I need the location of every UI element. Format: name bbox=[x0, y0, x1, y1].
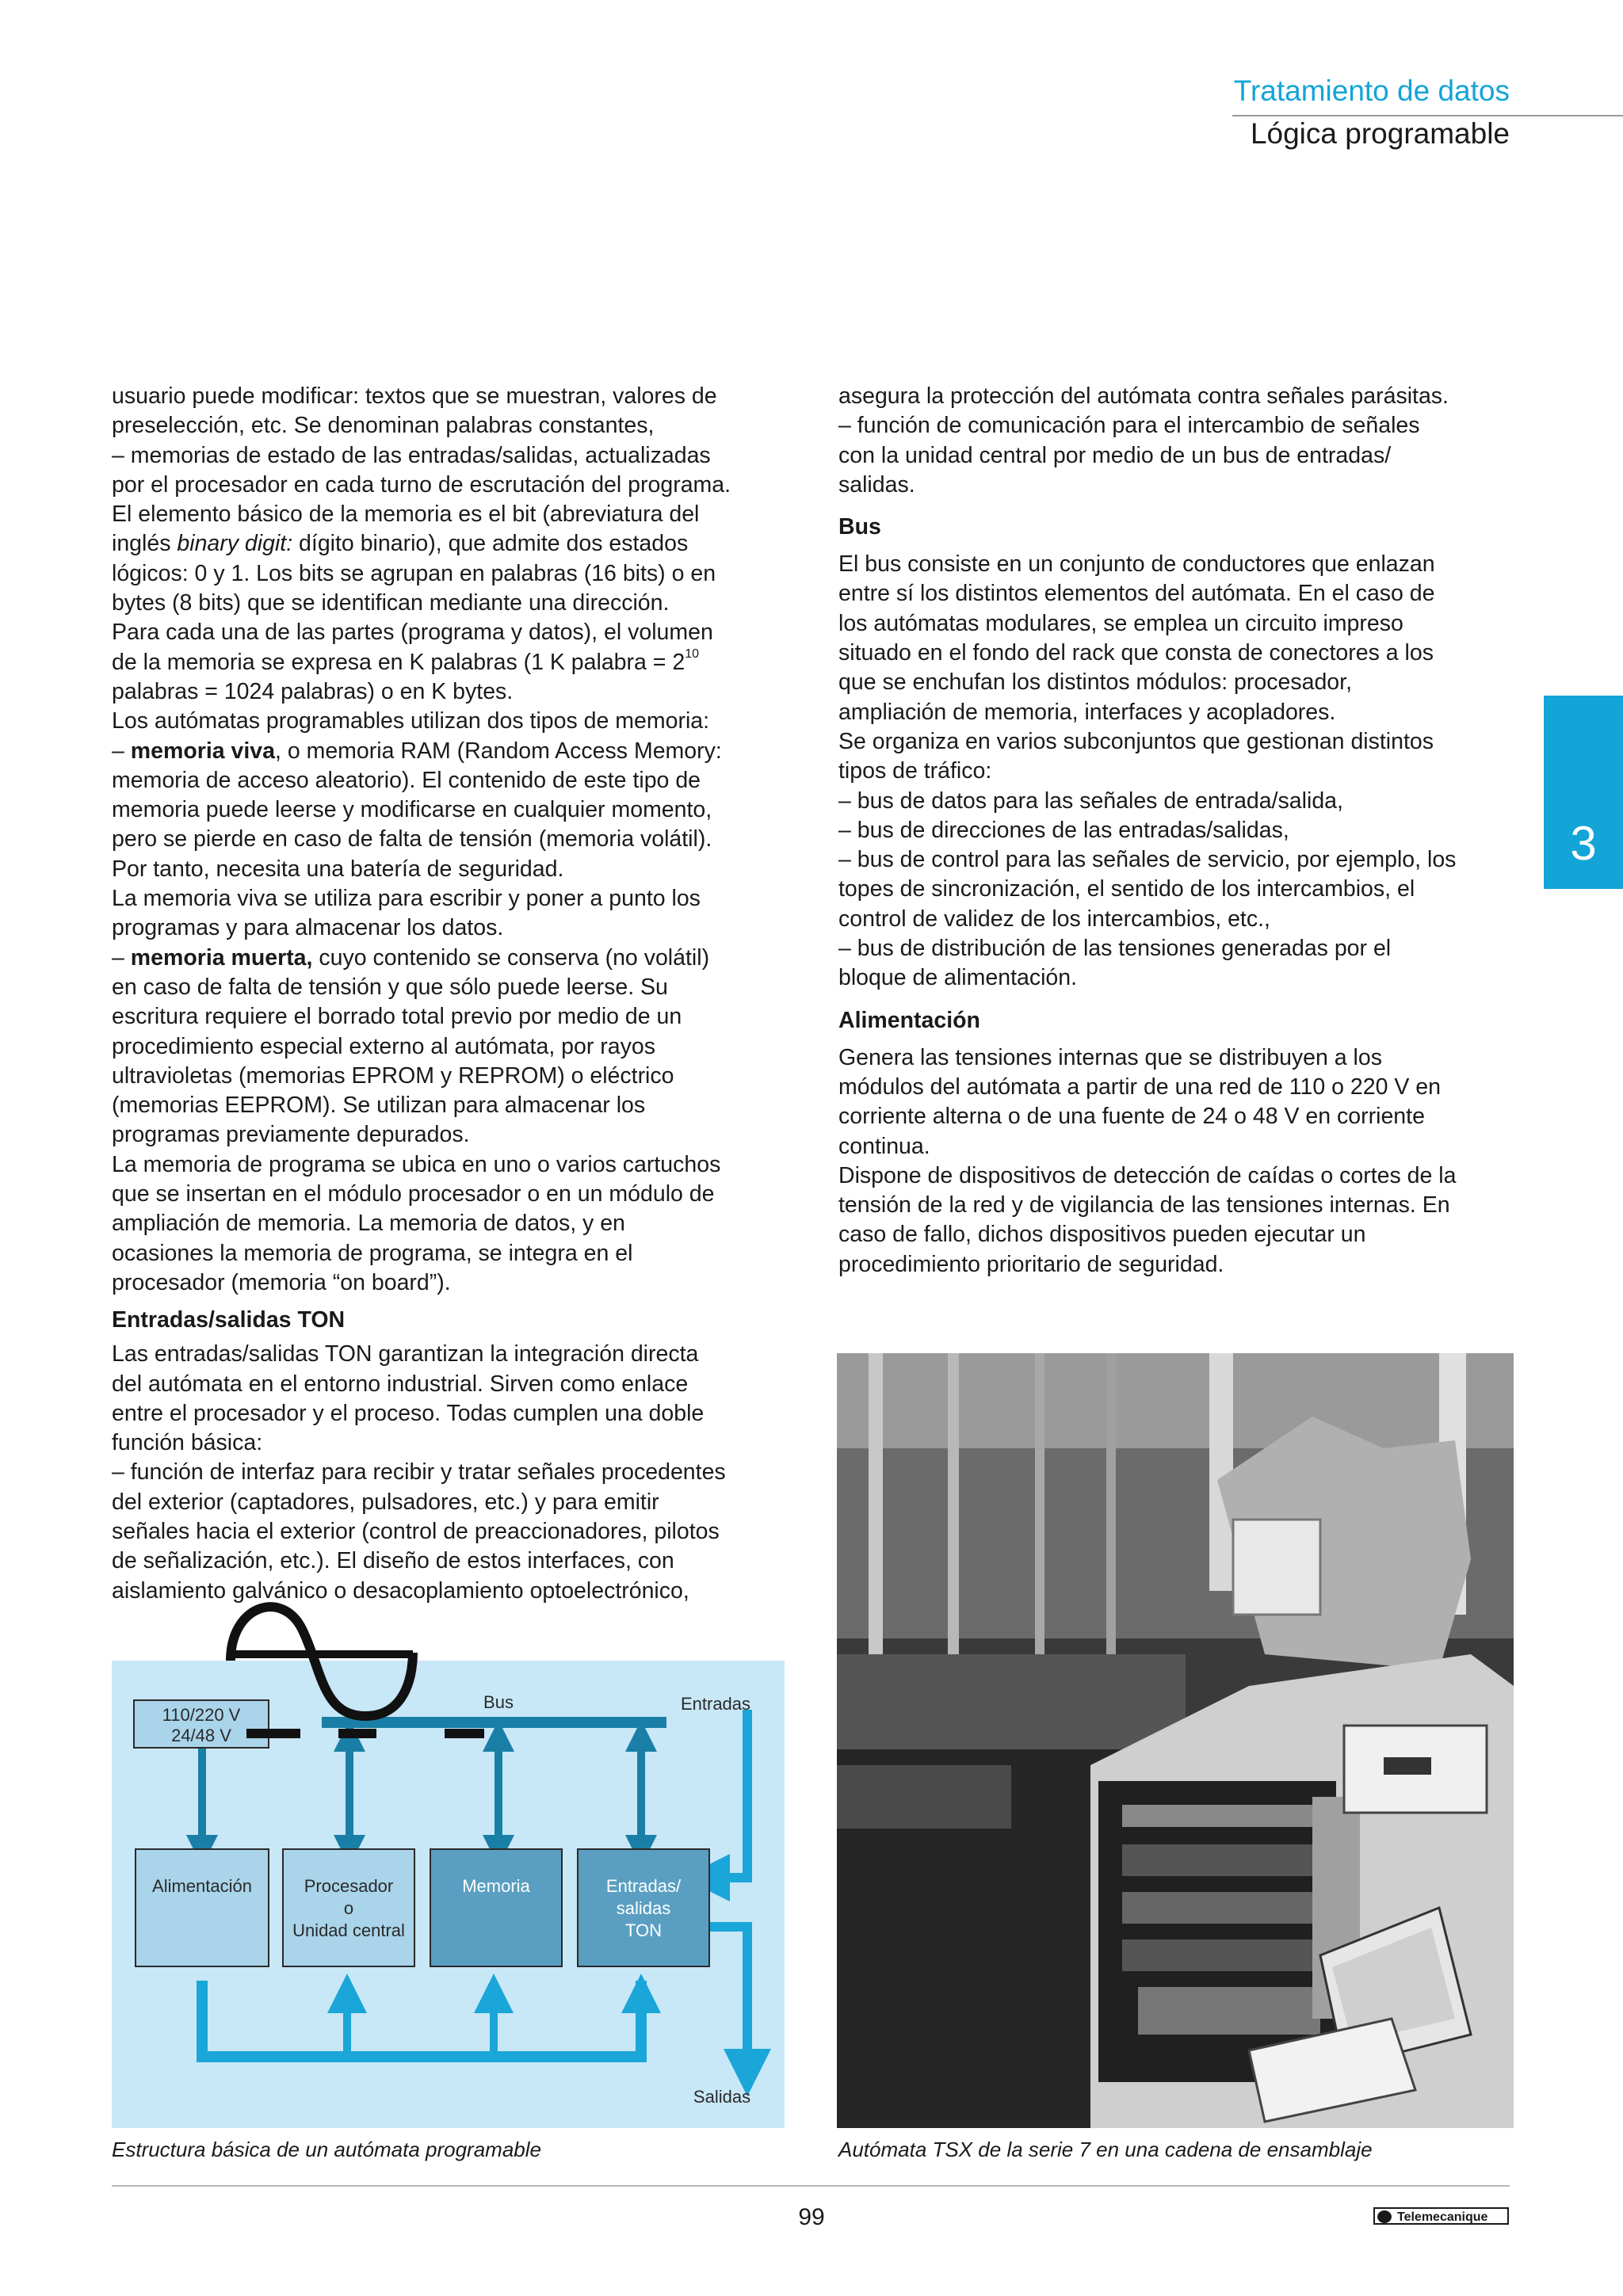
paragraph-line: que se enchufan los distintos módulos: procesador, bbox=[838, 669, 1352, 696]
diagram-caption: Estructura básica de un autómata programable bbox=[112, 2138, 541, 2161]
salidas-arrow bbox=[706, 1927, 747, 2073]
source-label-2: 24/48 V bbox=[171, 1726, 231, 1745]
paragraph-line: los autómatas modulares, se emplea un circuito impreso bbox=[838, 610, 1403, 636]
text-column-left bbox=[112, 382, 801, 1606]
paragraph-line: preselección, etc. Se denominan palabras constantes, bbox=[112, 413, 655, 439]
paragraph-line: asegura la protección del autómata contra señales parásitas. bbox=[838, 383, 1449, 409]
assembly-line-photo bbox=[837, 1353, 1514, 2128]
box-es-label-1: Entradas/ bbox=[605, 1876, 682, 1896]
box-es-label-2: salidas bbox=[616, 1898, 671, 1918]
paragraph-line: – memorias de estado de las entradas/salidas, actualizadas bbox=[112, 442, 711, 468]
paragraph-line: – memoria viva, o memoria RAM (Random Access Memory: bbox=[112, 738, 722, 764]
page-number: 99 bbox=[798, 2204, 825, 2230]
exponent: 10 bbox=[685, 646, 699, 661]
paragraph-line: salidas. bbox=[838, 471, 915, 498]
box-alimentacion-label: Alimentación bbox=[152, 1876, 252, 1896]
photo-graphic bbox=[837, 1353, 1514, 2128]
box-alimentacion bbox=[136, 1849, 269, 1966]
paragraph-line: tipos de tráfico: bbox=[838, 758, 992, 784]
paragraph-line: del exterior (captadores, pulsadores, etc.) y para emitir bbox=[112, 1489, 659, 1515]
term-bold: memoria muerta, bbox=[130, 944, 313, 971]
paragraph-line: de la memoria se expresa en K palabras (1 K palabra = $2^{10}$ bbox=[112, 646, 699, 675]
chapter-number: 3 bbox=[1570, 817, 1597, 870]
paragraph-line: Genera las tensiones internas que se distribuyen a los bbox=[838, 1044, 1382, 1070]
paragraph-line: Se organiza en varios subconjuntos que gestionan distintos bbox=[838, 728, 1434, 754]
paragraph-line: Los autómatas programables utilizan dos tipos de memoria: bbox=[112, 708, 710, 734]
paragraph-line: de señalización, etc.). El diseño de estos interfaces, con bbox=[112, 1548, 674, 1574]
paragraph-line: por el procesador en cada turno de escrutación del programa. bbox=[112, 471, 731, 498]
term-bold: memoria viva bbox=[130, 738, 275, 764]
box-procesador-label-3: Unidad central bbox=[292, 1920, 405, 1940]
bus-label: Bus bbox=[483, 1692, 514, 1712]
paragraph-line: caso de fallo, dichos dispositivos pueden ejecutar un bbox=[838, 1222, 1366, 1248]
paragraph-line: corriente alterna o de una fuente de 24 o 48 V en corriente bbox=[838, 1104, 1425, 1130]
paragraph-line: Por tanto, necesita una batería de seguridad. bbox=[112, 856, 564, 882]
footer-rule bbox=[112, 2185, 1510, 2187]
paragraph-line: situado en el fondo del rack que consta de conectores a los bbox=[838, 640, 1434, 666]
paragraph-line: aislamiento galvánico o desacoplamiento optoelectrónico, bbox=[112, 1577, 689, 1604]
paragraph-line: escritura requiere el borrado total previo por medio de un bbox=[112, 1004, 682, 1030]
paragraph-line: tensión de la red y de vigilancia de las tensiones internas. En bbox=[838, 1192, 1450, 1219]
paragraph-line: Dispone de dispositivos de detección de caídas o cortes de la bbox=[838, 1162, 1457, 1188]
paragraph-line: bloque de alimentación. bbox=[838, 965, 1078, 991]
paragraph-line: módulos del autómata a partir de una red de 110 o 220 V en bbox=[838, 1074, 1441, 1100]
paragraph-line: – función de interfaz para recibir y tratar señales procedentes bbox=[112, 1459, 726, 1486]
paragraph-line: lógicos: 0 y 1. Los bits se agrupan en palabras (16 bits) o en bbox=[112, 560, 716, 586]
paragraph-line: – bus de direcciones de las entradas/salidas, bbox=[838, 817, 1289, 843]
paragraph-line: – bus de control para las señales de servicio, por ejemplo, los bbox=[838, 847, 1457, 873]
brand-logo bbox=[1373, 2207, 1509, 2225]
paragraph-line: continua. bbox=[838, 1133, 930, 1159]
paragraph-line: programas previamente depurados. bbox=[112, 1122, 470, 1148]
box-es-label-3: TON bbox=[624, 1920, 663, 1940]
paragraph-line: ultravioletas (memorias EPROM y REPROM) o eléctrico bbox=[112, 1062, 674, 1089]
paragraph-line: ampliación de memoria. La memoria de datos, y en bbox=[112, 1211, 625, 1237]
paragraph-line: El elemento básico de la memoria es el bit (abreviatura del bbox=[112, 502, 700, 528]
diagram-graphic bbox=[112, 1661, 785, 2128]
paragraph-line: Para cada una de las partes (programa y datos), el volumen bbox=[112, 620, 713, 646]
heading-bus: Bus bbox=[838, 514, 881, 540]
salidas-label: Salidas bbox=[693, 2087, 751, 2107]
paragraph-line: Las entradas/salidas TON garantizan la integración directa bbox=[112, 1341, 699, 1367]
header-rule bbox=[1232, 115, 1623, 116]
section-title: Tratamiento de datos bbox=[1233, 74, 1510, 107]
paragraph-line: en caso de falta de tensión y que sólo puede leerse. Su bbox=[112, 974, 668, 1000]
box-memoria-label: Memoria bbox=[462, 1876, 530, 1896]
paragraph-line: memoria de acceso aleatorio). El contenido de este tipo de bbox=[112, 767, 701, 793]
text-column-right bbox=[838, 382, 1520, 1280]
paragraph-line: procedimiento prioritario de seguridad. bbox=[838, 1251, 1224, 1277]
paragraph-line: La memoria de programa se ubica en uno o varios cartuchos bbox=[112, 1151, 721, 1177]
paragraph-line: – bus de distribución de las tensiones generadas por el bbox=[838, 936, 1392, 962]
paragraph-line: inglés binary digit: dígito binario), que admite dos estados bbox=[112, 531, 689, 557]
paragraph-line: ampliación de memoria, interfaces y acopladores. bbox=[838, 699, 1336, 725]
paragraph-line: procesador (memoria “on board”). bbox=[112, 1269, 451, 1295]
paragraph-line: señales hacia el exterior (control de preaccionadores, pilotos bbox=[112, 1518, 720, 1544]
paragraph-line: topes de sincronización, el sentido de los intercambios, el bbox=[838, 876, 1415, 902]
heading-entradas-salidas: Entradas/salidas TON bbox=[112, 1307, 346, 1333]
chapter-tab bbox=[1544, 696, 1623, 889]
paragraph-line: memoria puede leerse y modificarse en cualquier momento, bbox=[112, 797, 712, 823]
paragraph-line: pero se pierde en caso de falta de tensión (memoria volátil). bbox=[112, 826, 712, 852]
box-procesador-label-2: o bbox=[343, 1898, 354, 1918]
box-memoria bbox=[430, 1849, 562, 1966]
paragraph-line: función básica: bbox=[112, 1430, 263, 1456]
paragraph-line: palabras = 1024 palabras) o en K bytes. bbox=[112, 678, 514, 704]
paragraph-line: El bus consiste en un conjunto de conductores que enlazan bbox=[838, 551, 1435, 578]
paragraph-line: (memorias EEPROM). Se utilizan para almacenar los bbox=[112, 1093, 646, 1119]
section-subtitle: Lógica programable bbox=[1250, 117, 1510, 150]
paragraph-line: La memoria viva se utiliza para escribir y poner a punto los bbox=[112, 886, 701, 912]
source-label-1: 110/220 V bbox=[162, 1705, 241, 1725]
paragraph-line: usuario puede modificar: textos que se muestran, valores de bbox=[112, 383, 717, 409]
paragraph-line: entre el procesador y el proceso. Todas cumplen una doble bbox=[112, 1400, 705, 1426]
paragraph-line: – bus de datos para las señales de entrada/salida, bbox=[838, 788, 1343, 814]
photo-caption: Autómata TSX de la serie 7 en una cadena de ensamblaje bbox=[838, 2138, 1373, 2161]
heading-alimentacion: Alimentación bbox=[838, 1007, 980, 1033]
paragraph-line: programas y para almacenar los datos. bbox=[112, 915, 504, 941]
brand-name: Telemecanique bbox=[1397, 2210, 1488, 2224]
box-procesador-label-1: Procesador bbox=[304, 1876, 394, 1896]
entradas-arrow bbox=[706, 1710, 747, 1878]
paragraph-line: control de validez de los intercambios, etc., bbox=[838, 906, 1270, 932]
paragraph-line: entre sí los distintos elementos del autómata. En el caso de bbox=[838, 581, 1435, 607]
paragraph-line: ocasiones la memoria de programa, se integra en el bbox=[112, 1240, 633, 1266]
paragraph-line: que se insertan en el módulo procesador o en un módulo de bbox=[112, 1181, 715, 1207]
emphasis: binary digit: bbox=[177, 531, 293, 557]
brand-mark-icon bbox=[1377, 2210, 1392, 2223]
plc-structure-diagram bbox=[112, 1661, 785, 2128]
paragraph-line: procedimiento especial externo al autómata, por rayos bbox=[112, 1033, 655, 1059]
paragraph-line: con la unidad central por medio de un bus de entradas/ bbox=[838, 442, 1392, 468]
paragraph-line: – memoria muerta, cuyo contenido se conserva (no volátil) bbox=[112, 944, 710, 971]
paragraph-line: del autómata en el entorno industrial. Sirven como enlace bbox=[112, 1371, 689, 1397]
paragraph-line: – función de comunicación para el intercambio de señales bbox=[838, 413, 1420, 439]
paragraph-line: bytes (8 bits) que se identifican mediante una dirección. bbox=[112, 590, 670, 616]
bottom-bus-loop bbox=[202, 1981, 641, 2057]
entradas-label: Entradas bbox=[680, 1694, 751, 1714]
